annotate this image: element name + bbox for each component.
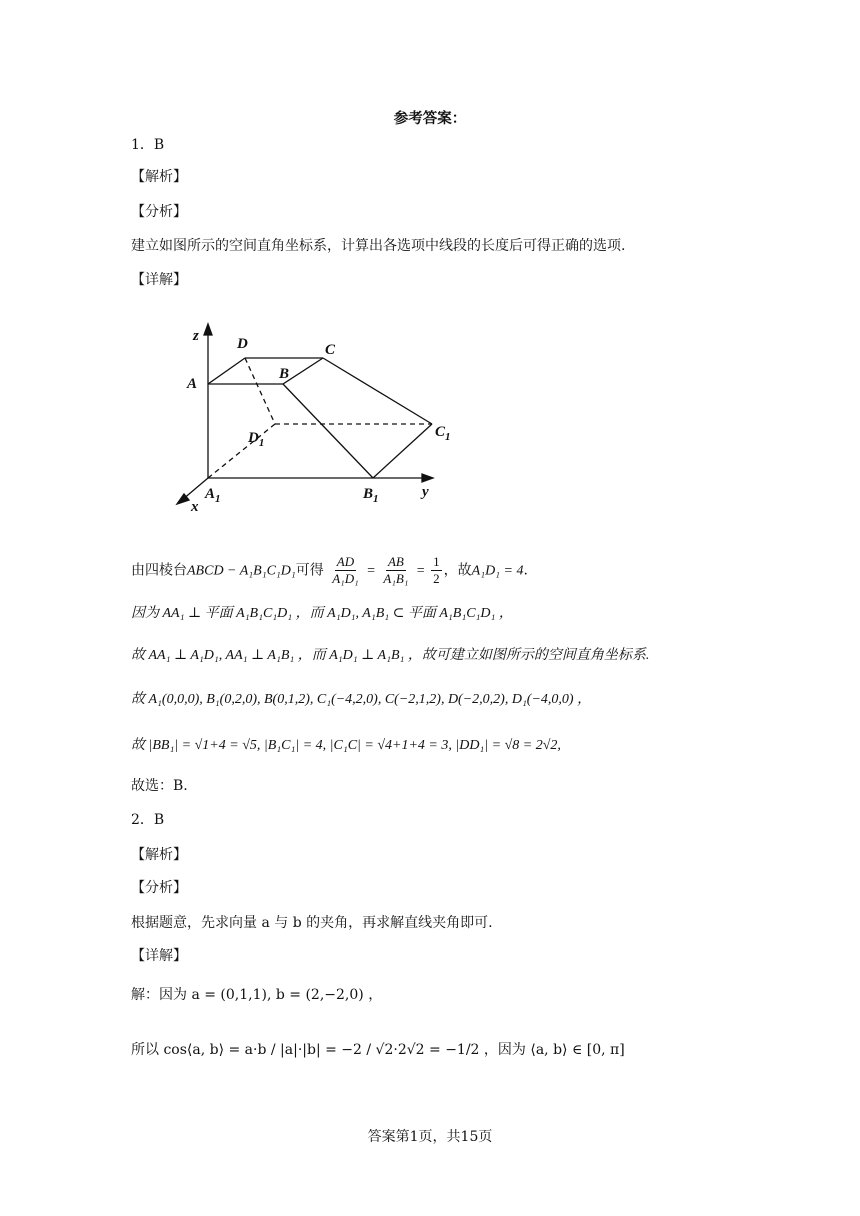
axis-label-x: x xyxy=(191,499,199,515)
q2-answer: 2．B xyxy=(131,812,165,828)
page-title: 参考答案： xyxy=(393,110,467,127)
q1-jiexi-heading: 【解析】 xyxy=(131,169,187,185)
vertex-label-c: C xyxy=(325,342,336,358)
q1-line1: 由四棱台ABCD − A₁B₁C₁D₁可得 $\frac{AD}{\text{A₁D₁}}$ = $\frac{AB}{\text{A₁B₁}}$ = $\frac{1}{2}$ ，故A₁D₁ = 4. xyxy=(131,554,528,586)
q1-xiangjie-heading: 【详解】 xyxy=(131,272,187,288)
q2-jiexi-heading: 【解析】 xyxy=(131,847,187,863)
vertex-label-d1: $D_1$ xyxy=(248,430,265,449)
page-footer: 答案第1页，共15页 xyxy=(367,1129,493,1145)
q1-answer: 1．B xyxy=(131,137,165,153)
q2-xiangjie-heading: 【详解】 xyxy=(131,948,187,964)
frustum-figure xyxy=(165,318,475,518)
q1-line3: 故 AA₁ ⊥ A₁D₁, AA₁ ⊥ A₁B₁ ，而 A₁D₁ ⊥ A₁B₁ ，故可建立如图所示的空间直角坐标系. xyxy=(131,648,650,663)
vertex-label-a: A xyxy=(187,376,198,392)
q2-fenxi-heading: 【分析】 xyxy=(131,880,187,896)
vertex-label-b: B xyxy=(279,366,290,382)
q1-line4: 故 A₁(0,0,0), B₁(0,2,0), B(0,1,2), C₁(−4,2,0), C(−2,1,2), D(−2,0,2), D₁(−4,0,0) ， xyxy=(131,692,592,707)
q1-conclusion: 故选：B. xyxy=(131,778,188,794)
q1-line5: 故 |BB₁| = √1+4 = √5, |B₁C₁| = 4, |C₁C| = √4+1+4 = 3, |DD₁| = √8 = 2√2, xyxy=(131,738,561,753)
q1-fenxi-heading: 【分析】 xyxy=(131,204,187,220)
vertex-label-b1: $B_1$ xyxy=(363,486,379,505)
q1-fenxi-text: 建立如图所示的空间直角坐标系，计算出各选项中线段的长度后可得正确的选项. xyxy=(131,238,626,254)
vertex-label-d: D xyxy=(237,336,248,352)
q1-line2: 因为 AA₁ ⊥ 平面 A₁B₁C₁D₁ ，而 A₁D₁, A₁B₁ ⊂ 平面 A₁B₁C₁D₁ ， xyxy=(131,606,513,621)
q2-fenxi-text: 根据题意，先求向量 a 与 b 的夹角，再求解直线夹角即可. xyxy=(131,915,493,931)
q2-line1: 解：因为 a = (0,1,1), b = (2,−2,0) ， xyxy=(131,987,383,1003)
q2-line2: 所以 cos⟨a, b⟩ = a·b / |a|·|b| = −2 / √2·2√2 = −1/2 ，因为 ⟨a, b⟩ ∈ [0, π] xyxy=(131,1042,625,1058)
axis-label-z: z xyxy=(193,328,199,344)
vertex-label-c1: $C_1$ xyxy=(435,424,451,443)
axis-label-y: y xyxy=(422,484,429,500)
vertex-label-a1: $A_1$ xyxy=(205,486,221,505)
